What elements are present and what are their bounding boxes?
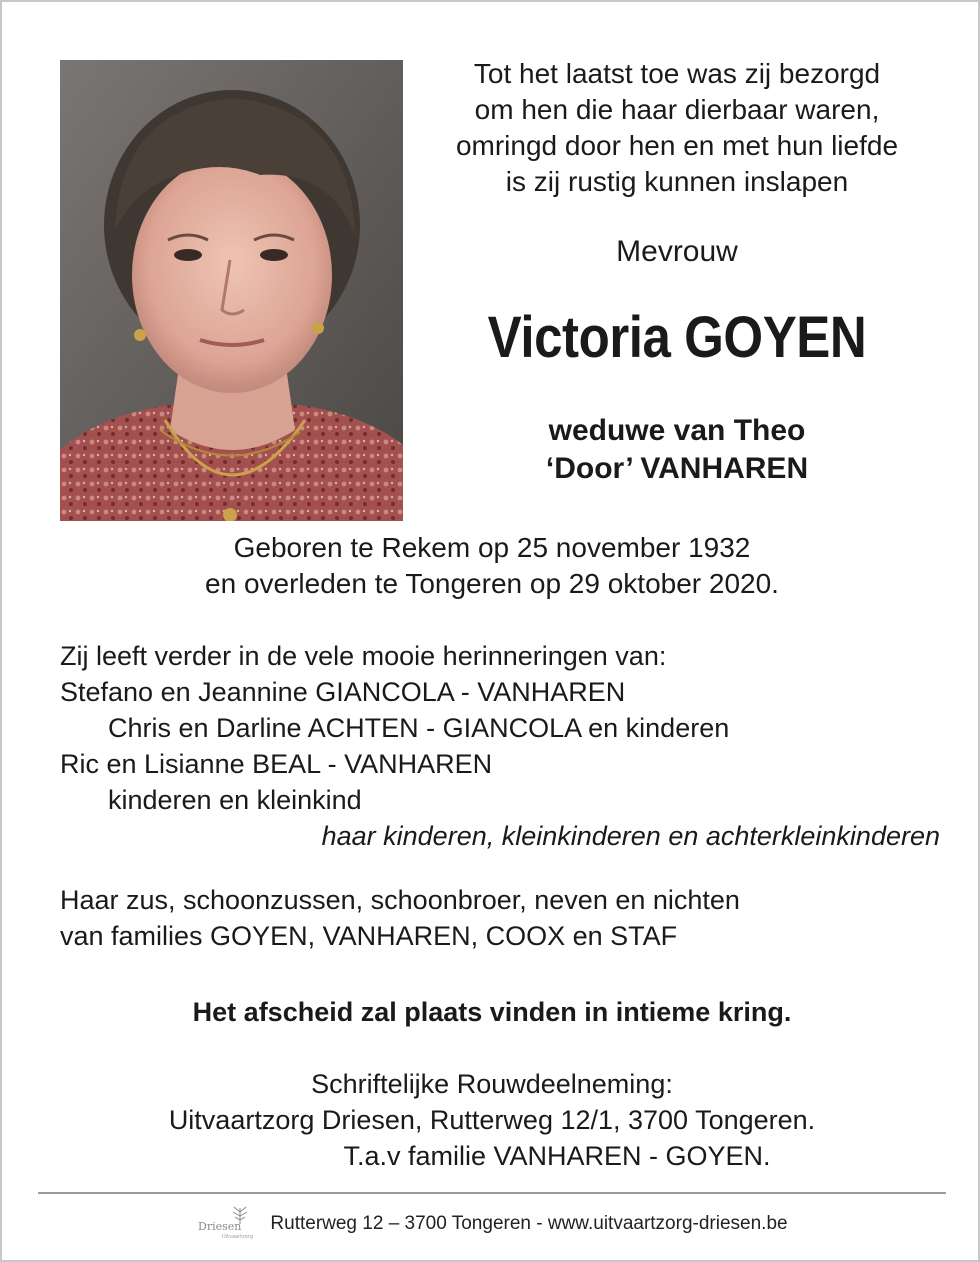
birth-line: Geboren te Rekem op 25 november 1932: [233, 532, 751, 563]
family-line: kinderen en kleinkind: [108, 785, 362, 815]
family-line: Ric en Lisianne BEAL - VANHAREN: [60, 749, 493, 779]
poem-line: is zij rustig kunnen inslapen: [505, 166, 849, 197]
funeral-home-logo: [196, 1204, 256, 1244]
relatives-list: [60, 882, 940, 954]
relatives-line: van families GOYEN, VANHAREN, COOX en STAF: [60, 921, 678, 951]
poem-line: Tot het laatst toe was zij bezorgd: [473, 58, 881, 89]
family-list: [60, 638, 940, 854]
spouse-info: [412, 412, 942, 488]
divider: [38, 1192, 946, 1194]
relatives-line: Haar zus, schoonzussen, schoonbroer, neven en nichten: [60, 885, 740, 915]
logo-subtext: Uitvaartzorg: [222, 1234, 254, 1240]
birth-death-info: [2, 530, 980, 602]
portrait-image: [60, 60, 403, 521]
condolence-line: Schriftelijke Rouwdeelneming:: [311, 1069, 673, 1099]
family-line: Chris en Darline ACHTEN - GIANCOLA en kinderen: [108, 713, 730, 743]
footer-address: Rutterweg 12 – 3700 Tongeren - www.uitvaartzorg-driesen.be: [270, 1213, 788, 1234]
spouse-line: weduwe van Theo: [548, 414, 806, 447]
condolence-line: T.a.v familie VANHAREN - GOYEN.: [343, 1141, 771, 1171]
portrait-photo: [60, 60, 403, 521]
family-line: Stefano en Jeannine GIANCOLA - VANHAREN: [60, 677, 626, 707]
honorific: Mevrouw: [616, 235, 738, 268]
death-line: en overleden te Tongeren op 29 oktober 2020.: [205, 568, 779, 599]
spouse-line: ‘Door’ VANHAREN: [545, 452, 809, 485]
poem: [412, 56, 942, 200]
logo-text: Driesen: [198, 1220, 242, 1233]
condolence-address: [2, 1066, 980, 1174]
poem-line: omringd door hen en met hun liefde: [455, 130, 899, 161]
footer: [2, 1202, 980, 1246]
condolence-line: Uitvaartzorg Driesen, Rutterweg 12/1, 3700 Tongeren.: [168, 1105, 816, 1135]
poem-line: om hen die haar dierbaar waren,: [474, 94, 880, 125]
family-intro: Zij leeft verder in de vele mooie herinneringen van:: [60, 641, 667, 671]
deceased-name: Victoria GOYEN: [487, 305, 867, 370]
farewell-notice: Het afscheid zal plaats vinden in intieme kring.: [192, 997, 792, 1027]
family-line-grandchildren: haar kinderen, kleinkinderen en achterkleinkinderen: [321, 821, 940, 851]
